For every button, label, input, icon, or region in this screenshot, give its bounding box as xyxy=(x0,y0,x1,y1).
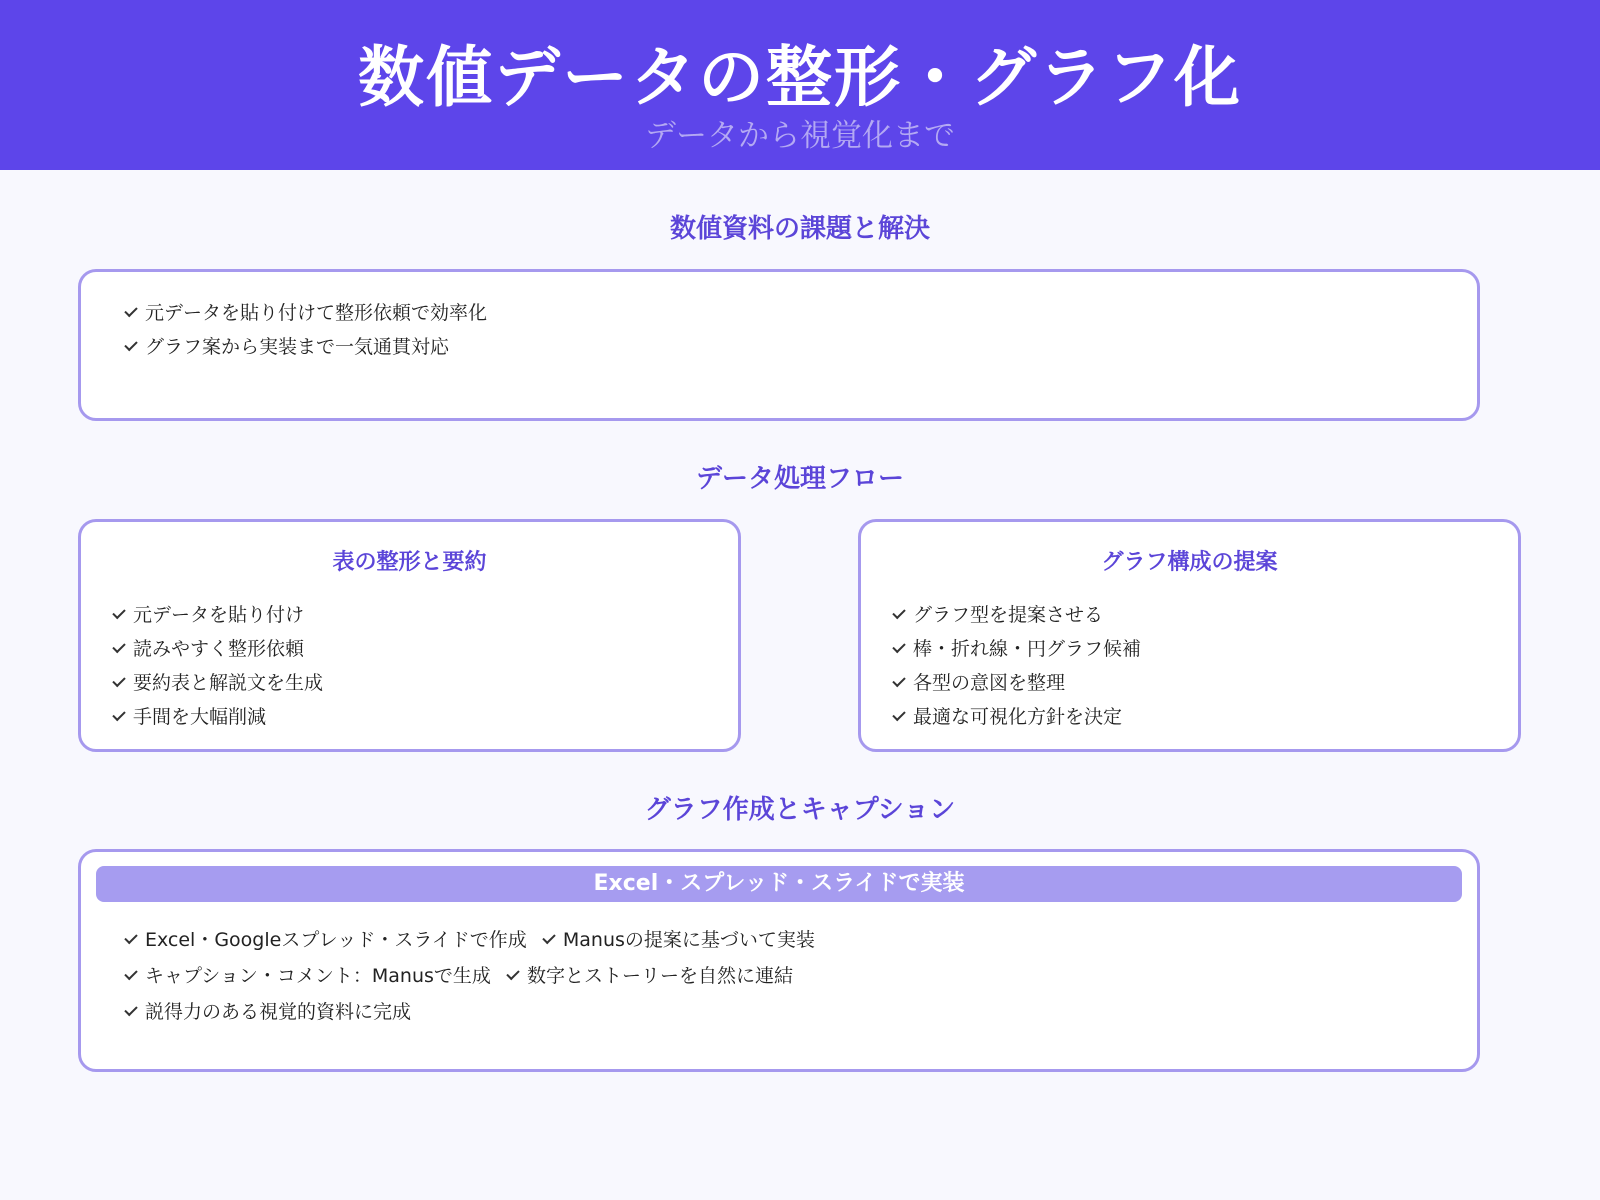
list-item: 読みやすく整形依頼 xyxy=(111,632,323,666)
check-icon xyxy=(112,674,125,687)
check-icon xyxy=(124,931,137,944)
list-item: 元データを貼り付け xyxy=(111,598,323,632)
page-title: 数値データの整形・グラフ化 xyxy=(358,39,1242,116)
graph-proposal-card xyxy=(858,519,1521,752)
check-icon xyxy=(112,640,125,653)
implementation-banner: Excel・スプレッド・スライドで実装 xyxy=(96,866,1462,902)
graph-caption-card xyxy=(78,849,1480,1072)
list-item: 説得力のある視覚的資料に完成 xyxy=(123,994,815,1030)
section-heading-graph-caption: グラフ作成とキャプション xyxy=(644,795,956,825)
check-icon xyxy=(892,708,905,721)
section-heading-challenges: 数値資料の課題と解決 xyxy=(669,214,930,244)
graph-proposal-list xyxy=(891,598,1141,734)
check-icon xyxy=(112,708,125,721)
list-item: キャプション・コメント：Manusで生成 数字とストーリーを自然に連結 xyxy=(123,958,815,994)
check-icon xyxy=(892,606,905,619)
list-item: Excel・Googleスプレッド・スライドで作成 Manusの提案に基づいて実装 xyxy=(123,922,815,958)
check-icon xyxy=(124,1003,137,1016)
list-item: 各型の意図を整理 xyxy=(891,666,1141,700)
page-subtitle: データから視覚化まで xyxy=(645,118,955,154)
check-icon xyxy=(892,640,905,653)
section-heading-flow: データ処理フロー xyxy=(695,464,904,494)
list-item: 元データを貼り付けて整形依頼で効率化 xyxy=(123,296,487,330)
check-icon xyxy=(542,931,555,944)
check-icon xyxy=(892,674,905,687)
check-icon xyxy=(124,967,137,980)
header-banner xyxy=(0,0,1600,170)
graph-proposal-card-title: グラフ構成の提案 xyxy=(1101,550,1278,575)
challenges-card xyxy=(78,269,1480,421)
list-item: 最適な可視化方針を決定 xyxy=(891,700,1141,734)
list-item: グラフ案から実装まで一気通貫対応 xyxy=(123,330,487,364)
check-icon xyxy=(506,967,519,980)
graph-caption-list xyxy=(123,922,815,1030)
challenges-list xyxy=(123,296,487,364)
table-format-card xyxy=(78,519,741,752)
check-icon xyxy=(124,304,137,317)
list-item: グラフ型を提案させる xyxy=(891,598,1141,632)
table-format-list xyxy=(111,598,323,734)
check-icon xyxy=(112,606,125,619)
list-item: 手間を大幅削減 xyxy=(111,700,323,734)
list-item: 要約表と解説文を生成 xyxy=(111,666,323,700)
table-format-card-title: 表の整形と要約 xyxy=(332,550,487,575)
list-item: 棒・折れ線・円グラフ候補 xyxy=(891,632,1141,666)
check-icon xyxy=(124,338,137,351)
